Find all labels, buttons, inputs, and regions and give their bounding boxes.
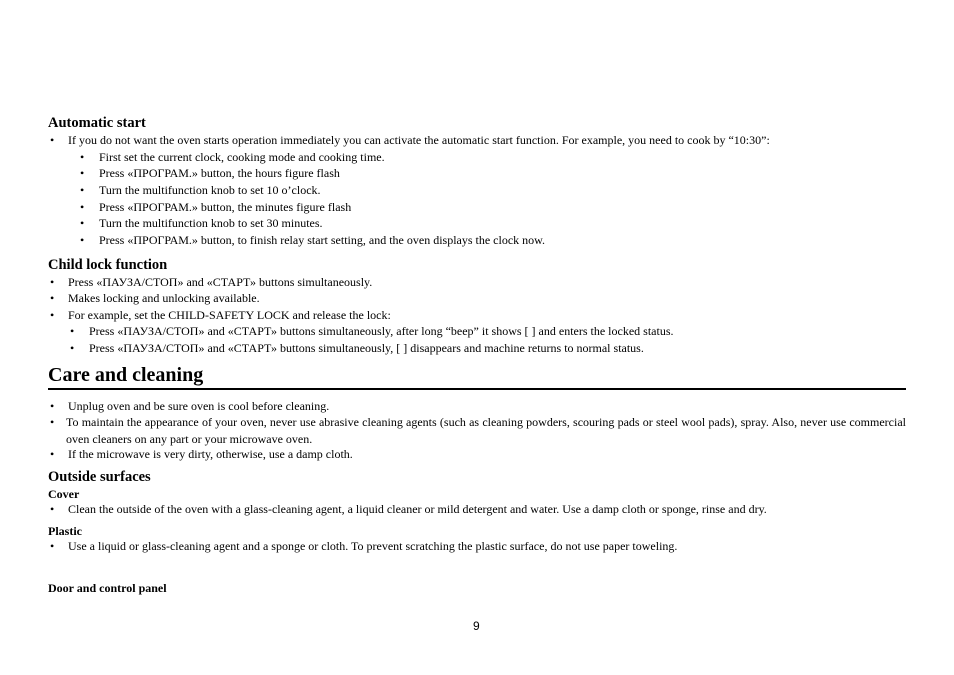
bullet-icon: • <box>50 447 55 461</box>
automatic-start-step: First set the current clock, cooking mode and cooking time. <box>99 150 385 164</box>
care-item: If the microwave is very dirty, otherwise, use a damp cloth. <box>68 447 353 461</box>
bullet-icon: • <box>70 324 75 338</box>
child-lock-item: Press «ПАУЗА/СТОП» and «СТАРТ» buttons simultaneously. <box>68 275 373 289</box>
care-item: Unplug oven and be sure oven is cool before cleaning. <box>68 399 330 413</box>
bullet-icon: • <box>50 502 55 516</box>
bullet-icon: • <box>80 200 85 214</box>
bullet-icon: • <box>80 233 85 247</box>
cover-heading: Cover <box>48 487 80 501</box>
automatic-start-heading: Automatic start <box>48 115 146 131</box>
bullet-icon: • <box>50 308 55 322</box>
page-number: 9 <box>473 619 480 633</box>
cover-text: Clean the outside of the oven with a glass-cleaning agent, a liquid cleaner or mild detergent and water. Use a damp cloth or sponge, rinse and dry. <box>68 502 767 516</box>
bullet-icon: • <box>70 341 75 355</box>
bullet-icon: • <box>80 150 85 164</box>
section-divider <box>48 388 906 390</box>
bullet-icon: • <box>50 415 55 429</box>
automatic-start-intro: If you do not want the oven starts operation immediately you can activate the automatic start function. For example, you need to cook by “10:30”: <box>68 133 770 147</box>
bullet-icon: • <box>80 183 85 197</box>
door-control-heading: Door and control panel <box>48 581 167 595</box>
automatic-start-step: Turn the multifunction knob to set 30 minutes. <box>99 216 323 230</box>
automatic-start-step: Press «ПРОГРАМ.» button, the hours figure flash <box>99 166 340 180</box>
bullet-icon: • <box>50 291 55 305</box>
child-lock-sub-item: Press «ПАУЗА/СТОП» and «СТАРТ» buttons simultaneously, after long “beep” it shows [ ] and enters the locked status. <box>89 324 674 338</box>
automatic-start-step: Press «ПРОГРАМ.» button, the minutes figure flash <box>99 200 352 214</box>
bullet-icon: • <box>80 216 85 230</box>
bullet-icon: • <box>80 166 85 180</box>
bullet-icon: • <box>50 539 55 553</box>
care-cleaning-heading: Care and cleaning <box>48 364 204 386</box>
plastic-text: Use a liquid or glass-cleaning agent and a sponge or cloth. To prevent scratching the plastic surface, do not use paper toweling. <box>68 539 678 553</box>
child-lock-item: For example, set the CHILD-SAFETY LOCK and release the lock: <box>68 308 391 322</box>
child-lock-sub-item: Press «ПАУЗА/СТОП» and «СТАРТ» buttons simultaneously, [ ] disappears and machine returns to normal status. <box>89 341 644 355</box>
outside-surfaces-heading: Outside surfaces <box>48 469 151 485</box>
child-lock-heading: Child lock function <box>48 257 168 273</box>
child-lock-item: Makes locking and unlocking available. <box>68 291 260 305</box>
automatic-start-step: Press «ПРОГРАМ.» button, to finish relay start setting, and the oven displays the clock now. <box>99 233 546 247</box>
plastic-heading: Plastic <box>48 524 82 538</box>
automatic-start-step: Turn the multifunction knob to set 10 o’clock. <box>99 183 321 197</box>
bullet-icon: • <box>50 399 55 413</box>
bullet-icon: • <box>50 275 55 289</box>
care-item: To maintain the appearance of your oven, never use abrasive cleaning agents (such as cleaning powders, scouring pads or steel wool pads), spray. Also, never use commercial oven cleaners on any part or your microwave oven. <box>66 415 906 446</box>
bullet-icon: • <box>50 133 55 147</box>
